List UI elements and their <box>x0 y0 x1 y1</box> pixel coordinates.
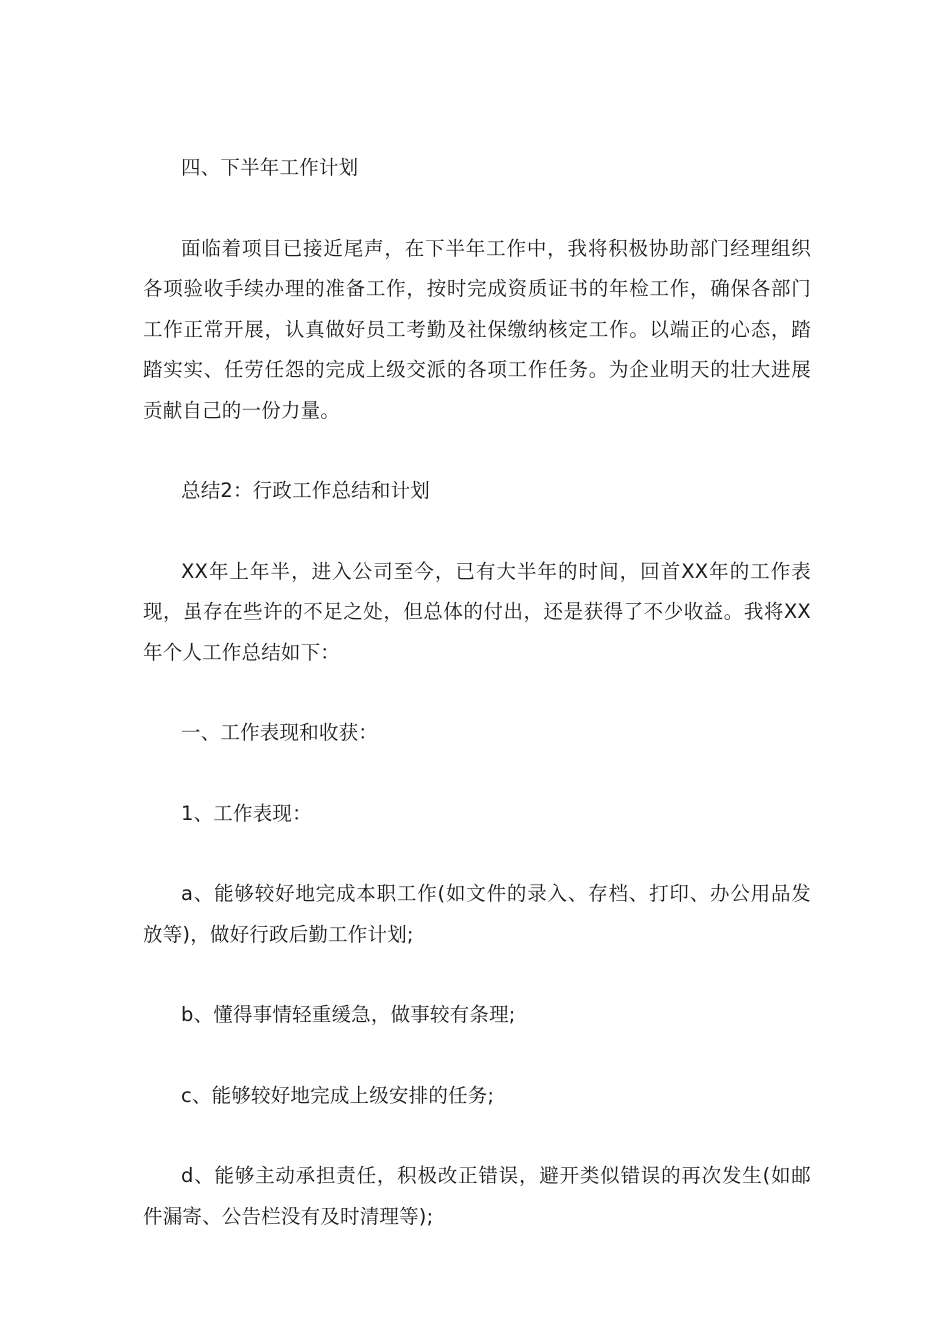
document-body <box>143 148 811 1237</box>
list-item-c: c、能够较好地完成上级安排的任务; <box>181 1083 495 1107</box>
list-item-d: d、能够主动承担责任，积极改正错误，避开类似错误的再次发生(如邮件漏寄、公告栏没有及时清理等); <box>143 1164 811 1228</box>
subheading-work-performance: 1、工作表现： <box>181 801 312 825</box>
summary-2-title: 总结2：行政工作总结和计划 <box>181 479 431 502</box>
list-item-b: b、懂得事情轻重缓急，做事较有条理; <box>181 1003 516 1026</box>
section-heading-performance: 一、工作表现和收获： <box>181 721 379 744</box>
list-item-a: a、能够较好地完成本职工作(如文件的录入、存档、打印、办公用品发放等)，做好行政后勤工作计划; <box>143 882 811 946</box>
paragraph-summary-intro: XX年上年半，进入公司至今，已有大半年的时间，回首XX年的工作表现，虽存在些许的不足之处，但总体的付出，还是获得了不少收益。我将XX年个人工作总结如下： <box>143 559 811 664</box>
paragraph-plan-body: 面临着项目已接近尾声，在下半年工作中，我将积极协助部门经理组织各项验收手续办理的准备工作，按时完成资质证书的年检工作，确保各部门工作正常开展，认真做好员工考勤及社保缴纳核定工作。以端正的心态，踏踏实实、任劳任怨的完成上级交派的各项工作任务。为企业明天的壮大进展贡献自己的一份力量。 <box>143 236 811 422</box>
section-heading-plan: 四、下半年工作计划 <box>181 156 359 179</box>
